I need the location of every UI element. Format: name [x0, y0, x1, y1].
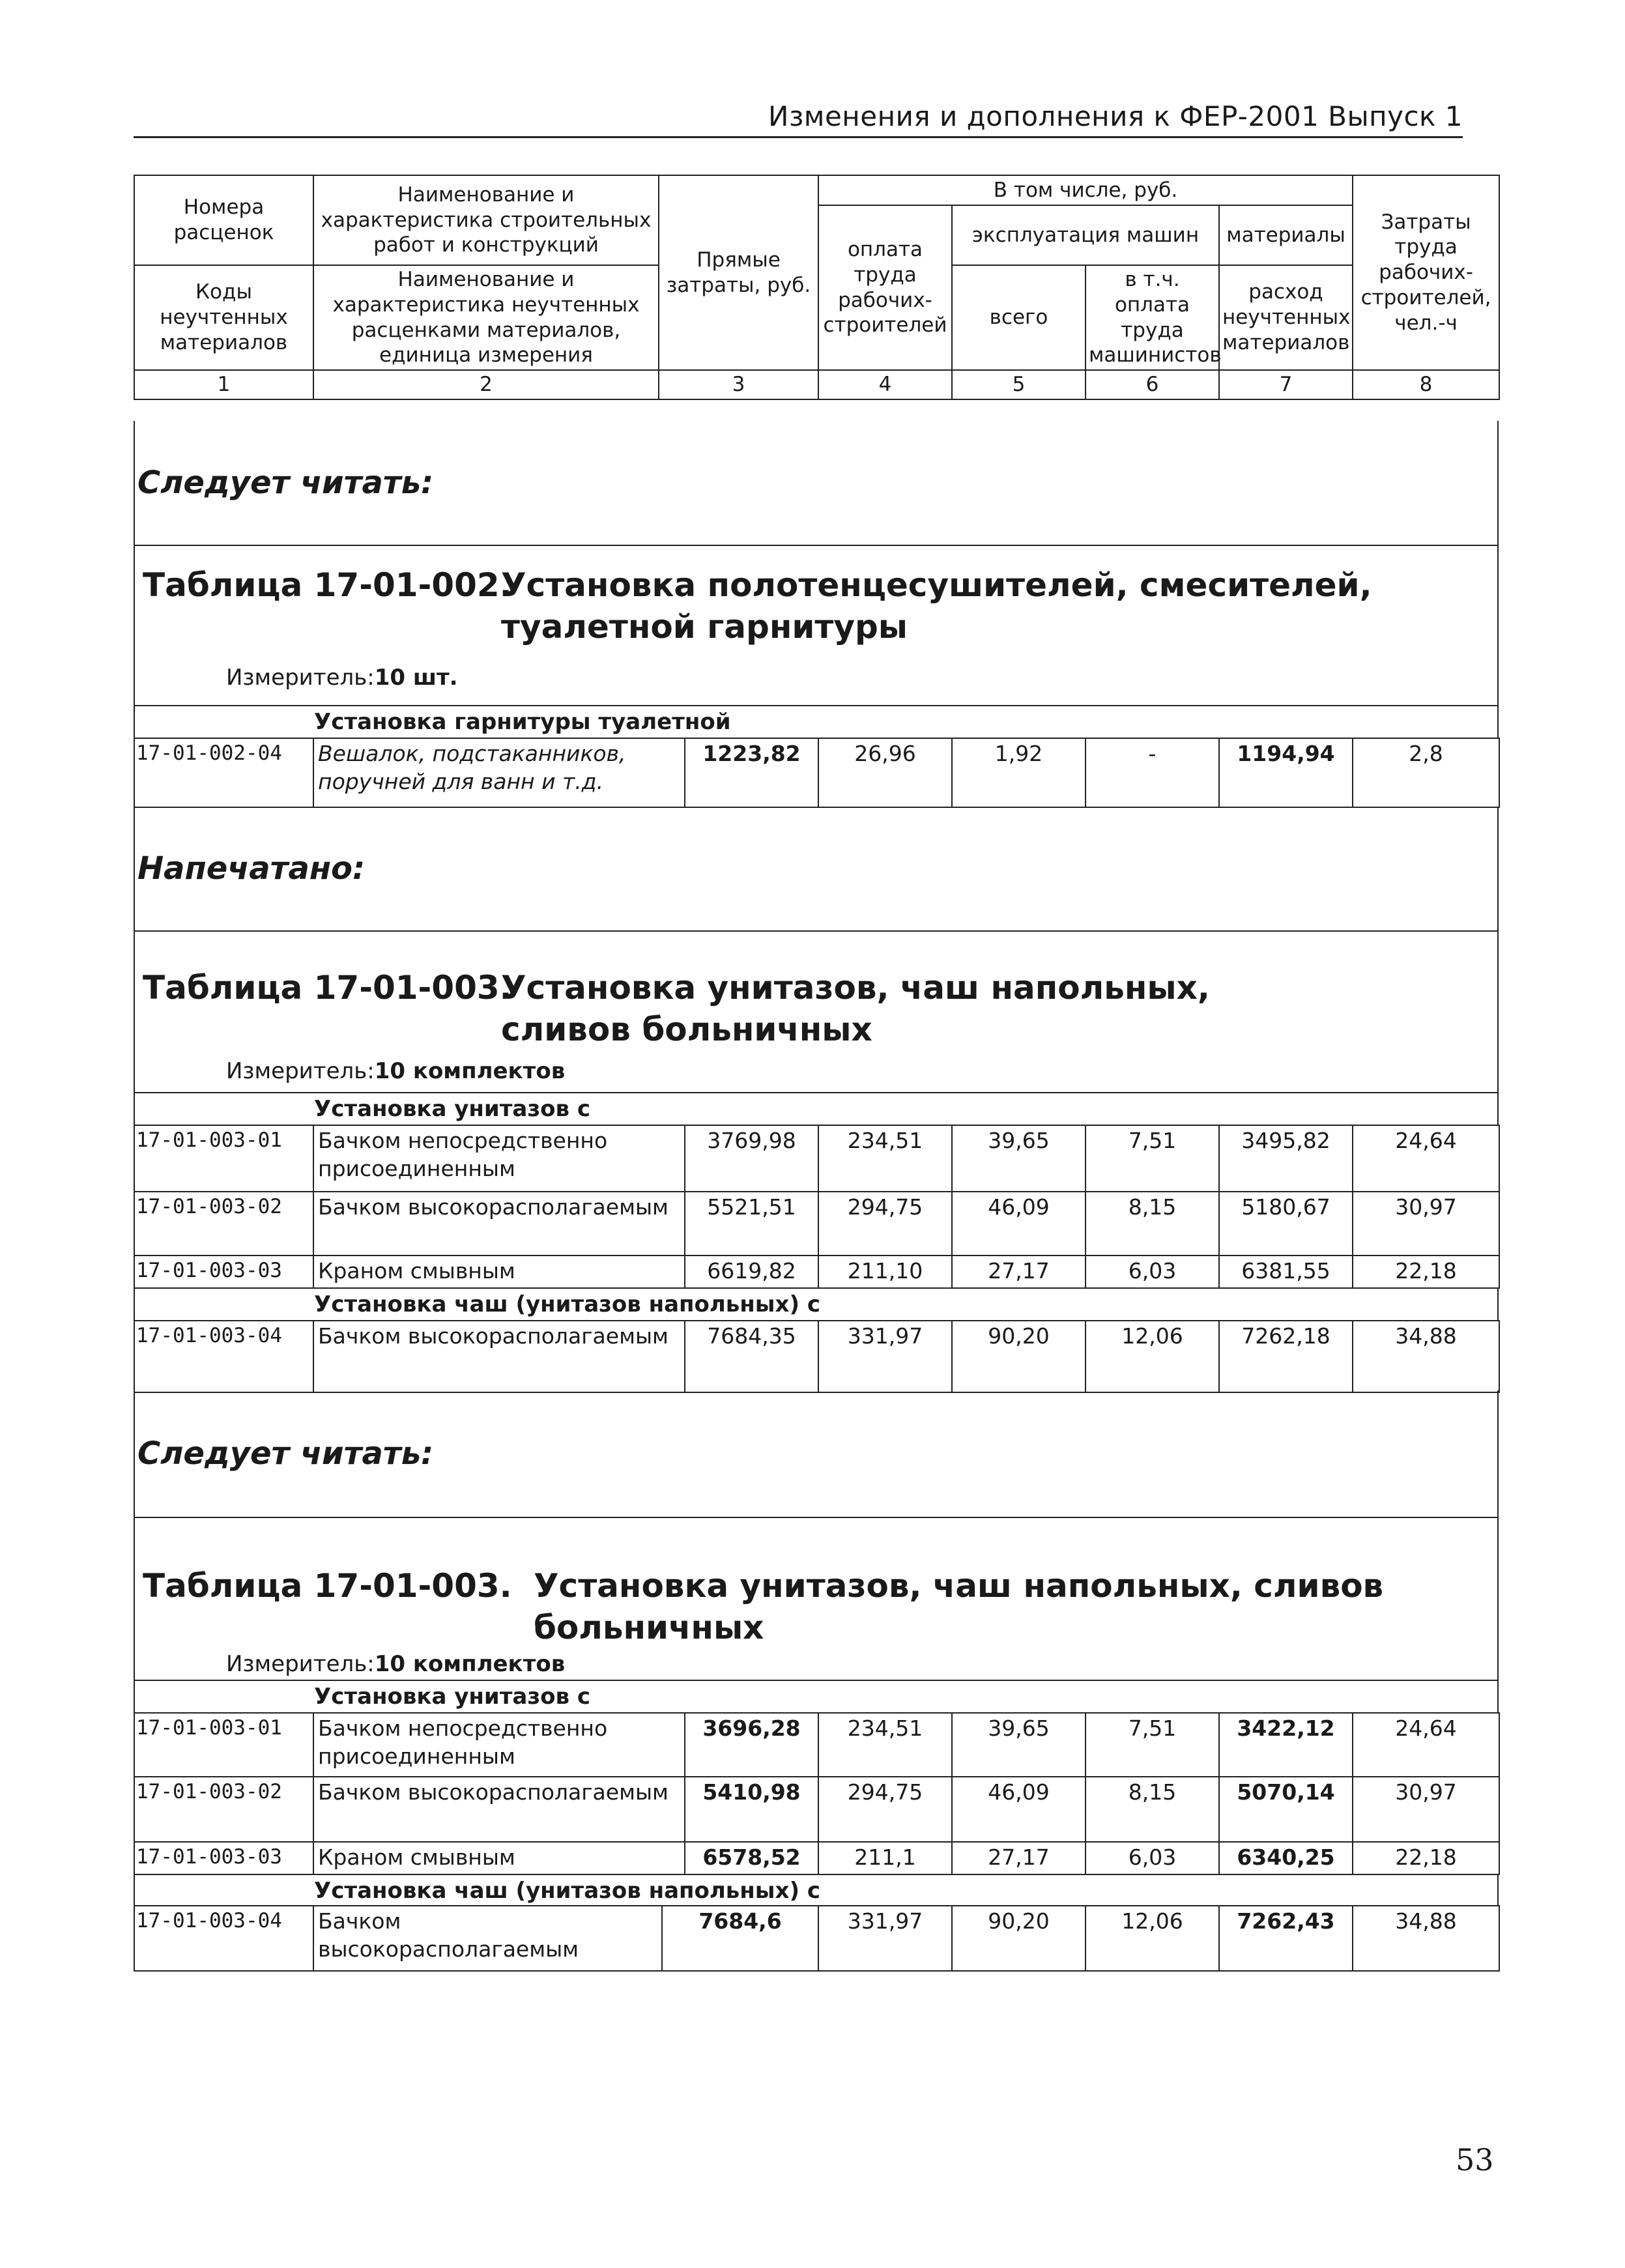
table-003-corrected-title [143, 1565, 1413, 1648]
table-003-printed-title [143, 967, 1316, 1050]
wages: 234,51 [818, 1713, 952, 1777]
group-heading: Установка гарнитуры туалетной [134, 705, 1499, 739]
machines-total: 90,20 [952, 1906, 1086, 1971]
labor-costs: 30,97 [1353, 1192, 1499, 1256]
wages: 294,75 [818, 1777, 952, 1842]
machinist-wages: 12,06 [1086, 1906, 1219, 1971]
machines-total: 39,65 [952, 1713, 1086, 1777]
table-003-corrected-rows-a [134, 1712, 1500, 1875]
table-row [134, 1321, 1499, 1392]
meter-label: Измеритель: [226, 665, 375, 691]
col-number: 1 [134, 370, 313, 399]
direct-costs: 1223,82 [685, 738, 818, 807]
work-name: Вешалок, подстаканников, поручней для ванн и т.д. [313, 738, 685, 807]
meter-value: 10 шт. [374, 665, 458, 691]
labor-costs: 34,88 [1353, 1321, 1499, 1392]
group-heading: Установка чаш (унитазов напольных) с [134, 1874, 1499, 1906]
table-row [134, 1842, 1499, 1874]
rate-code: 17-01-003-03 [134, 1256, 313, 1288]
direct-costs: 5410,98 [685, 1777, 818, 1842]
notice-should-read-section [134, 421, 1499, 546]
meter-label: Измеритель: [226, 1651, 375, 1677]
materials: 5070,14 [1219, 1777, 1353, 1842]
materials: 6340,25 [1219, 1842, 1353, 1874]
work-name: Бачком высокорасполагаемым [313, 1321, 685, 1392]
group-heading: Установка унитазов с [134, 1092, 1499, 1126]
meter-label: Измеритель: [226, 1058, 375, 1084]
col-number: 2 [313, 370, 659, 399]
materials: 7262,43 [1219, 1906, 1353, 1971]
labor-costs: 22,18 [1353, 1256, 1499, 1288]
wages: 211,1 [818, 1842, 952, 1874]
rate-code: 17-01-003-04 [134, 1321, 313, 1392]
page-header-title: Изменения и дополнения к ФЕР-2001 Выпуск 1 [134, 100, 1463, 138]
rate-code: 17-01-003-03 [134, 1842, 313, 1874]
materials: 3495,82 [1219, 1125, 1353, 1192]
labor-costs: 24,64 [1353, 1713, 1499, 1777]
table-003-corrected-meter [226, 1651, 565, 1677]
wages: 331,97 [818, 1321, 952, 1392]
col-number: 3 [659, 370, 818, 399]
meter-value: 10 комплектов [374, 1651, 566, 1677]
wages: 294,75 [818, 1192, 952, 1256]
rate-code: 17-01-003-01 [134, 1713, 313, 1777]
work-name: Бачком высокорасполагаемым [313, 1777, 685, 1842]
machines-total: 46,09 [952, 1777, 1086, 1842]
rate-code: 17-01-003-02 [134, 1192, 313, 1256]
group-heading: Установка чаш (унитазов напольных) с [134, 1287, 1499, 1321]
materials: 7262,18 [1219, 1321, 1353, 1392]
table-row [134, 1256, 1499, 1288]
machines-total: 27,17 [952, 1256, 1086, 1288]
materials: 5180,67 [1219, 1192, 1353, 1256]
direct-costs: 6578,52 [685, 1842, 818, 1874]
col-machinist-wages-header: в т.ч. оплата труда машинистов [1086, 265, 1219, 370]
notice-should-read: Следует читать: [137, 1435, 434, 1472]
table-heading: Установка унитазов, чаш напольных, сливов больничных [501, 969, 1210, 1048]
work-name: Бачком высокорасполагаемым [313, 1906, 662, 1971]
direct-costs: 3696,28 [685, 1713, 818, 1777]
wages: 211,10 [818, 1256, 952, 1288]
table-002-rows [134, 738, 1500, 808]
col-number: 5 [952, 370, 1086, 399]
col-machines-header: эксплуатация машин [952, 205, 1219, 265]
table-003-printed-meter [226, 1058, 565, 1084]
machinist-wages: 6,03 [1086, 1256, 1219, 1288]
work-name: Бачком непосредственно присоединенным [313, 1713, 685, 1777]
page-number: 53 [1456, 2142, 1494, 2177]
rate-code: 17-01-002-04 [134, 738, 313, 807]
table-row [134, 1713, 1499, 1777]
table-label: Таблица 17-01-003. [143, 969, 512, 1007]
col-including-header: В том числе, руб. [818, 175, 1353, 205]
meter-value: 10 комплектов [374, 1058, 566, 1084]
column-header-table [134, 175, 1500, 400]
wages: 331,97 [818, 1906, 952, 1971]
table-row [134, 1192, 1499, 1256]
machinist-wages: 7,51 [1086, 1125, 1219, 1192]
work-name: Краном смывным [313, 1256, 685, 1288]
col-wages-header: оплата труда рабочих-строителей [818, 205, 952, 370]
direct-costs: 7684,6 [662, 1906, 818, 1971]
col-work-name-header: Наименование и характеристика строительных работ и конструкций [313, 175, 659, 265]
table-002-title [143, 564, 1465, 648]
machinist-wages: - [1086, 738, 1219, 807]
labor-costs: 2,8 [1353, 738, 1499, 807]
table-003-printed-rows-a [134, 1125, 1500, 1289]
work-name: Краном смывным [313, 1842, 685, 1874]
table-003-printed-rows-b [134, 1320, 1500, 1393]
machines-total: 1,92 [952, 738, 1086, 807]
col-machines-total-header: всего [952, 265, 1086, 370]
rate-code: 17-01-003-01 [134, 1125, 313, 1192]
col-number: 4 [818, 370, 952, 399]
machines-total: 90,20 [952, 1321, 1086, 1392]
col-number: 6 [1086, 370, 1219, 399]
notice-should-read: Следует читать: [137, 465, 434, 501]
labor-costs: 22,18 [1353, 1842, 1499, 1874]
col-material-name-header: Наименование и характеристика неучтенных расценками материалов, единица измерения [313, 265, 659, 370]
col-material-codes-header: Коды неучтенных материалов [134, 265, 313, 370]
table-heading: Установка унитазов, чаш напольных, сливов больничных [534, 1567, 1384, 1646]
machinist-wages: 7,51 [1086, 1713, 1219, 1777]
materials: 3422,12 [1219, 1713, 1353, 1777]
notice-printed-section [134, 807, 1499, 932]
labor-costs: 30,97 [1353, 1777, 1499, 1842]
table-label: Таблица 17-01-002. [143, 566, 512, 604]
table-002-meter [226, 665, 458, 691]
table-row [134, 1777, 1499, 1842]
table-002-title-block [134, 546, 1499, 705]
machinist-wages: 8,15 [1086, 1192, 1219, 1256]
work-name: Бачком высокорасполагаемым [313, 1192, 685, 1256]
col-direct-costs-header: Прямые затраты, руб. [659, 175, 818, 370]
wages: 26,96 [818, 738, 952, 807]
machinist-wages: 8,15 [1086, 1777, 1219, 1842]
direct-costs: 7684,35 [685, 1321, 818, 1392]
materials: 1194,94 [1219, 738, 1353, 807]
machines-total: 39,65 [952, 1125, 1086, 1192]
machinist-wages: 12,06 [1086, 1321, 1219, 1392]
direct-costs: 3769,98 [685, 1125, 818, 1192]
direct-costs: 6619,82 [685, 1256, 818, 1288]
col-number: 8 [1353, 370, 1499, 399]
labor-costs: 34,88 [1353, 1906, 1499, 1971]
labor-costs: 24,64 [1353, 1125, 1499, 1192]
table-row [134, 1125, 1499, 1192]
wages: 234,51 [818, 1125, 952, 1192]
materials: 6381,55 [1219, 1256, 1353, 1288]
table-row [134, 1906, 1499, 1971]
machines-total: 27,17 [952, 1842, 1086, 1874]
machines-total: 46,09 [952, 1192, 1086, 1256]
table-003-printed-title-block [134, 932, 1499, 1092]
rate-code: 17-01-003-04 [134, 1906, 313, 1971]
machinist-wages: 6,03 [1086, 1842, 1219, 1874]
table-label: Таблица 17-01-003. [143, 1567, 512, 1605]
table-003-corrected-title-block [134, 1518, 1499, 1680]
col-materials-consumption-header: расход неучтенных материалов [1219, 265, 1353, 370]
col-number: 7 [1219, 370, 1353, 399]
table-row [134, 738, 1499, 807]
notice-printed: Напечатано: [137, 850, 366, 887]
direct-costs: 5521,51 [685, 1192, 818, 1256]
table-heading: Установка полотенцесушителей, смесителей, туалетной гарнитуры [501, 566, 1372, 646]
table-003-corrected-rows-b [134, 1905, 1500, 1972]
work-name: Бачком непосредственно присоединенным [313, 1125, 685, 1192]
col-materials-header: материалы [1219, 205, 1353, 265]
col-labor-costs-header: Затраты труда рабочих-строителей, чел.-ч [1353, 175, 1499, 370]
rate-code: 17-01-003-02 [134, 1777, 313, 1842]
group-heading: Установка унитазов с [134, 1680, 1499, 1714]
col-rates-number-header: Номера расценок [134, 175, 313, 265]
notice-should-read-section [134, 1390, 1499, 1518]
